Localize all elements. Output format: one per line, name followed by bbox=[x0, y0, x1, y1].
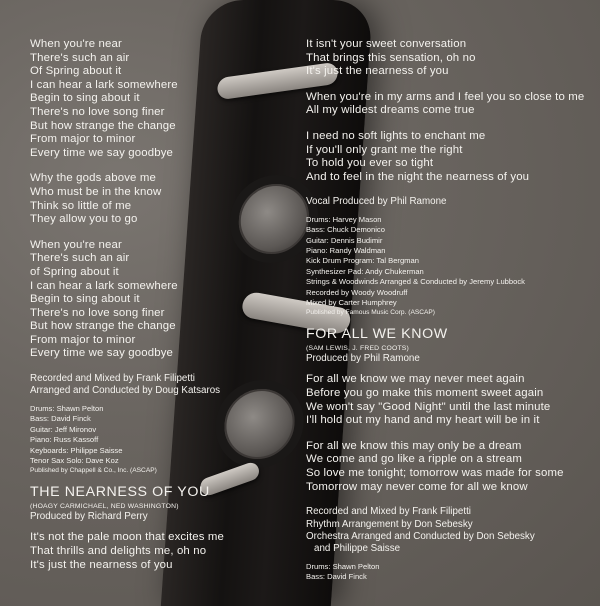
credits-main bbox=[30, 373, 300, 398]
lyric-line: We come and go like a ripple on a stream bbox=[306, 453, 522, 466]
personnel-line: Recorded by Woody Woodruff bbox=[306, 287, 408, 297]
lyric-line: Every time we say goodbye bbox=[30, 347, 174, 360]
lyric-line: But how strange the change bbox=[30, 119, 176, 132]
lyric-line: Every time we say goodbye bbox=[30, 146, 174, 159]
lyric-line: Who must be in the know bbox=[30, 185, 162, 198]
lyric-line: For all we know this may only be a dream bbox=[306, 439, 522, 452]
lyric-line: There's no love song finer bbox=[30, 306, 165, 319]
right-column bbox=[306, 38, 596, 589]
lyric-verse bbox=[30, 172, 300, 226]
song-producer: Produced by Phil Ramone bbox=[306, 353, 420, 365]
lyric-line: And to feel in the night the nearness of you bbox=[306, 170, 530, 183]
lyric-line: There's such an air bbox=[30, 51, 130, 64]
personnel-line: Bass: Chuck Demonico bbox=[306, 225, 385, 235]
lyric-line: All my wildest dreams come true bbox=[306, 104, 475, 117]
lyric-verse bbox=[30, 239, 300, 361]
song-writers: (SAM LEWIS, J. FRED COOTS) bbox=[306, 345, 410, 353]
lyric-line: Why the gods above me bbox=[30, 172, 156, 185]
lyric-line: Of Spring about it bbox=[30, 65, 122, 78]
lyric-line: That thrills and delights me, oh no bbox=[30, 544, 207, 557]
personnel-line: Guitar: Dennis Budimir bbox=[306, 235, 383, 245]
personnel-line: Piano: Russ Kassoff bbox=[30, 435, 99, 445]
lyric-line: We won't say "Good Night" until the last minute bbox=[306, 400, 551, 413]
lyric-verse bbox=[306, 91, 596, 118]
credit-line: Vocal Produced by Phil Ramone bbox=[306, 196, 447, 208]
lyric-line: There's such an air bbox=[30, 252, 130, 265]
lyric-line: There's no love song finer bbox=[30, 105, 165, 118]
credit-line: Recorded and Mixed by Frank Filipetti bbox=[30, 373, 195, 385]
lyric-line: of Spring about it bbox=[30, 265, 119, 278]
lyric-line: It isn't your sweet conversation bbox=[306, 38, 467, 50]
lyric-verse bbox=[306, 373, 596, 427]
lyric-line: I can hear a lark somewhere bbox=[30, 78, 178, 91]
lyric-line: It's just the nearness of you bbox=[30, 558, 173, 571]
credit-line: Recorded and Mixed by Frank Filipetti bbox=[306, 506, 471, 518]
lyric-line: But how strange the change bbox=[30, 320, 176, 333]
credit-line: Arranged and Conducted by Doug Katsaros bbox=[30, 385, 221, 397]
lyric-line: I can hear a lark somewhere bbox=[30, 279, 178, 292]
lyric-line: From major to minor bbox=[30, 333, 136, 346]
personnel-line: Bass: David Finck bbox=[30, 414, 91, 424]
credits-main bbox=[306, 506, 596, 556]
lyric-line: I need no soft lights to enchant me bbox=[306, 129, 486, 142]
lyric-line: It's not the pale moon that excites me bbox=[30, 531, 225, 544]
personnel-line: Drums: Shawn Pelton bbox=[30, 403, 104, 413]
lyric-line: Begin to sing about it bbox=[30, 293, 140, 306]
personnel-line: Strings & Woodwinds Arranged & Conducted by Jeremy Lubbock bbox=[306, 277, 525, 287]
song-writers: (HOAGY CARMICHAEL, NED WASHINGTON) bbox=[30, 503, 179, 511]
lyric-verse bbox=[306, 440, 596, 494]
lyric-line: Tomorrow may never come for all we know bbox=[306, 480, 528, 493]
lyric-line: It's just the nearness of you bbox=[306, 65, 449, 78]
lyric-line: So love me tonight; tomorrow was made for some bbox=[306, 466, 564, 479]
lyric-line: When you're near bbox=[30, 38, 122, 50]
lyric-line: They allow you to go bbox=[30, 213, 138, 226]
personnel-line: Guitar: Jeff Mironov bbox=[30, 424, 97, 434]
publisher-line: Published by Famous Music Corp. (ASCAP) bbox=[306, 309, 435, 317]
credits-personnel bbox=[306, 215, 596, 319]
credits-personnel bbox=[30, 404, 300, 476]
lyric-verse bbox=[306, 38, 596, 79]
personnel-line: Tenor Sax Solo: Dave Koz bbox=[30, 455, 119, 465]
lyric-line: When you're near bbox=[30, 238, 122, 251]
lyric-line: If you'll only grant me the right bbox=[306, 143, 463, 156]
song-title: THE NEARNESS OF YOU bbox=[30, 484, 210, 501]
left-column bbox=[30, 38, 300, 584]
lyric-line: To hold you ever so tight bbox=[306, 157, 434, 170]
lyric-verse bbox=[306, 130, 596, 184]
lyric-verse bbox=[30, 531, 300, 572]
credit-line: and Philippe Saisse bbox=[314, 543, 401, 555]
personnel-line: Mixed by Carter Humphrey bbox=[306, 298, 397, 307]
lyric-line: Think so little of me bbox=[30, 199, 132, 212]
credits-personnel bbox=[306, 562, 596, 583]
song-producer: Produced by Richard Perry bbox=[30, 511, 148, 523]
song-title: FOR ALL WE KNOW bbox=[306, 326, 448, 343]
lyric-line: From major to minor bbox=[30, 133, 136, 146]
lyric-line: Before you go make this moment sweet again bbox=[306, 387, 544, 399]
personnel-line: Bass: David Finck bbox=[306, 572, 367, 582]
personnel-line: Keyboards: Philippe Saisse bbox=[30, 445, 123, 455]
personnel-line: Piano: Randy Waldman bbox=[306, 245, 386, 255]
personnel-line: Drums: Harvey Mason bbox=[306, 214, 382, 224]
lyric-line: When you're in my arms and I feel you so close to me bbox=[306, 90, 585, 103]
credit-line: Orchestra Arranged and Conducted by Don Sebesky bbox=[306, 530, 535, 542]
lyric-line: Begin to sing about it bbox=[30, 92, 140, 105]
lyric-line: That brings this sensation, oh no bbox=[306, 51, 476, 64]
personnel-line: Drums: Shawn Pelton bbox=[306, 561, 380, 571]
publisher-line: Published by Chappell & Co., Inc. (ASCAP) bbox=[30, 467, 157, 475]
lyric-verse bbox=[30, 38, 300, 160]
credits-vocal-producer bbox=[306, 196, 596, 208]
lyric-line: I'll hold out my hand and my heart will be in it bbox=[306, 414, 540, 427]
personnel-line: Kick Drum Program: Tal Bergman bbox=[306, 256, 419, 266]
credit-line: Rhythm Arrangement by Don Sebesky bbox=[306, 518, 473, 530]
lyric-line: For all we know we may never meet again bbox=[306, 373, 525, 386]
personnel-line: Synthesizer Pad: Andy Chukerman bbox=[306, 266, 424, 276]
